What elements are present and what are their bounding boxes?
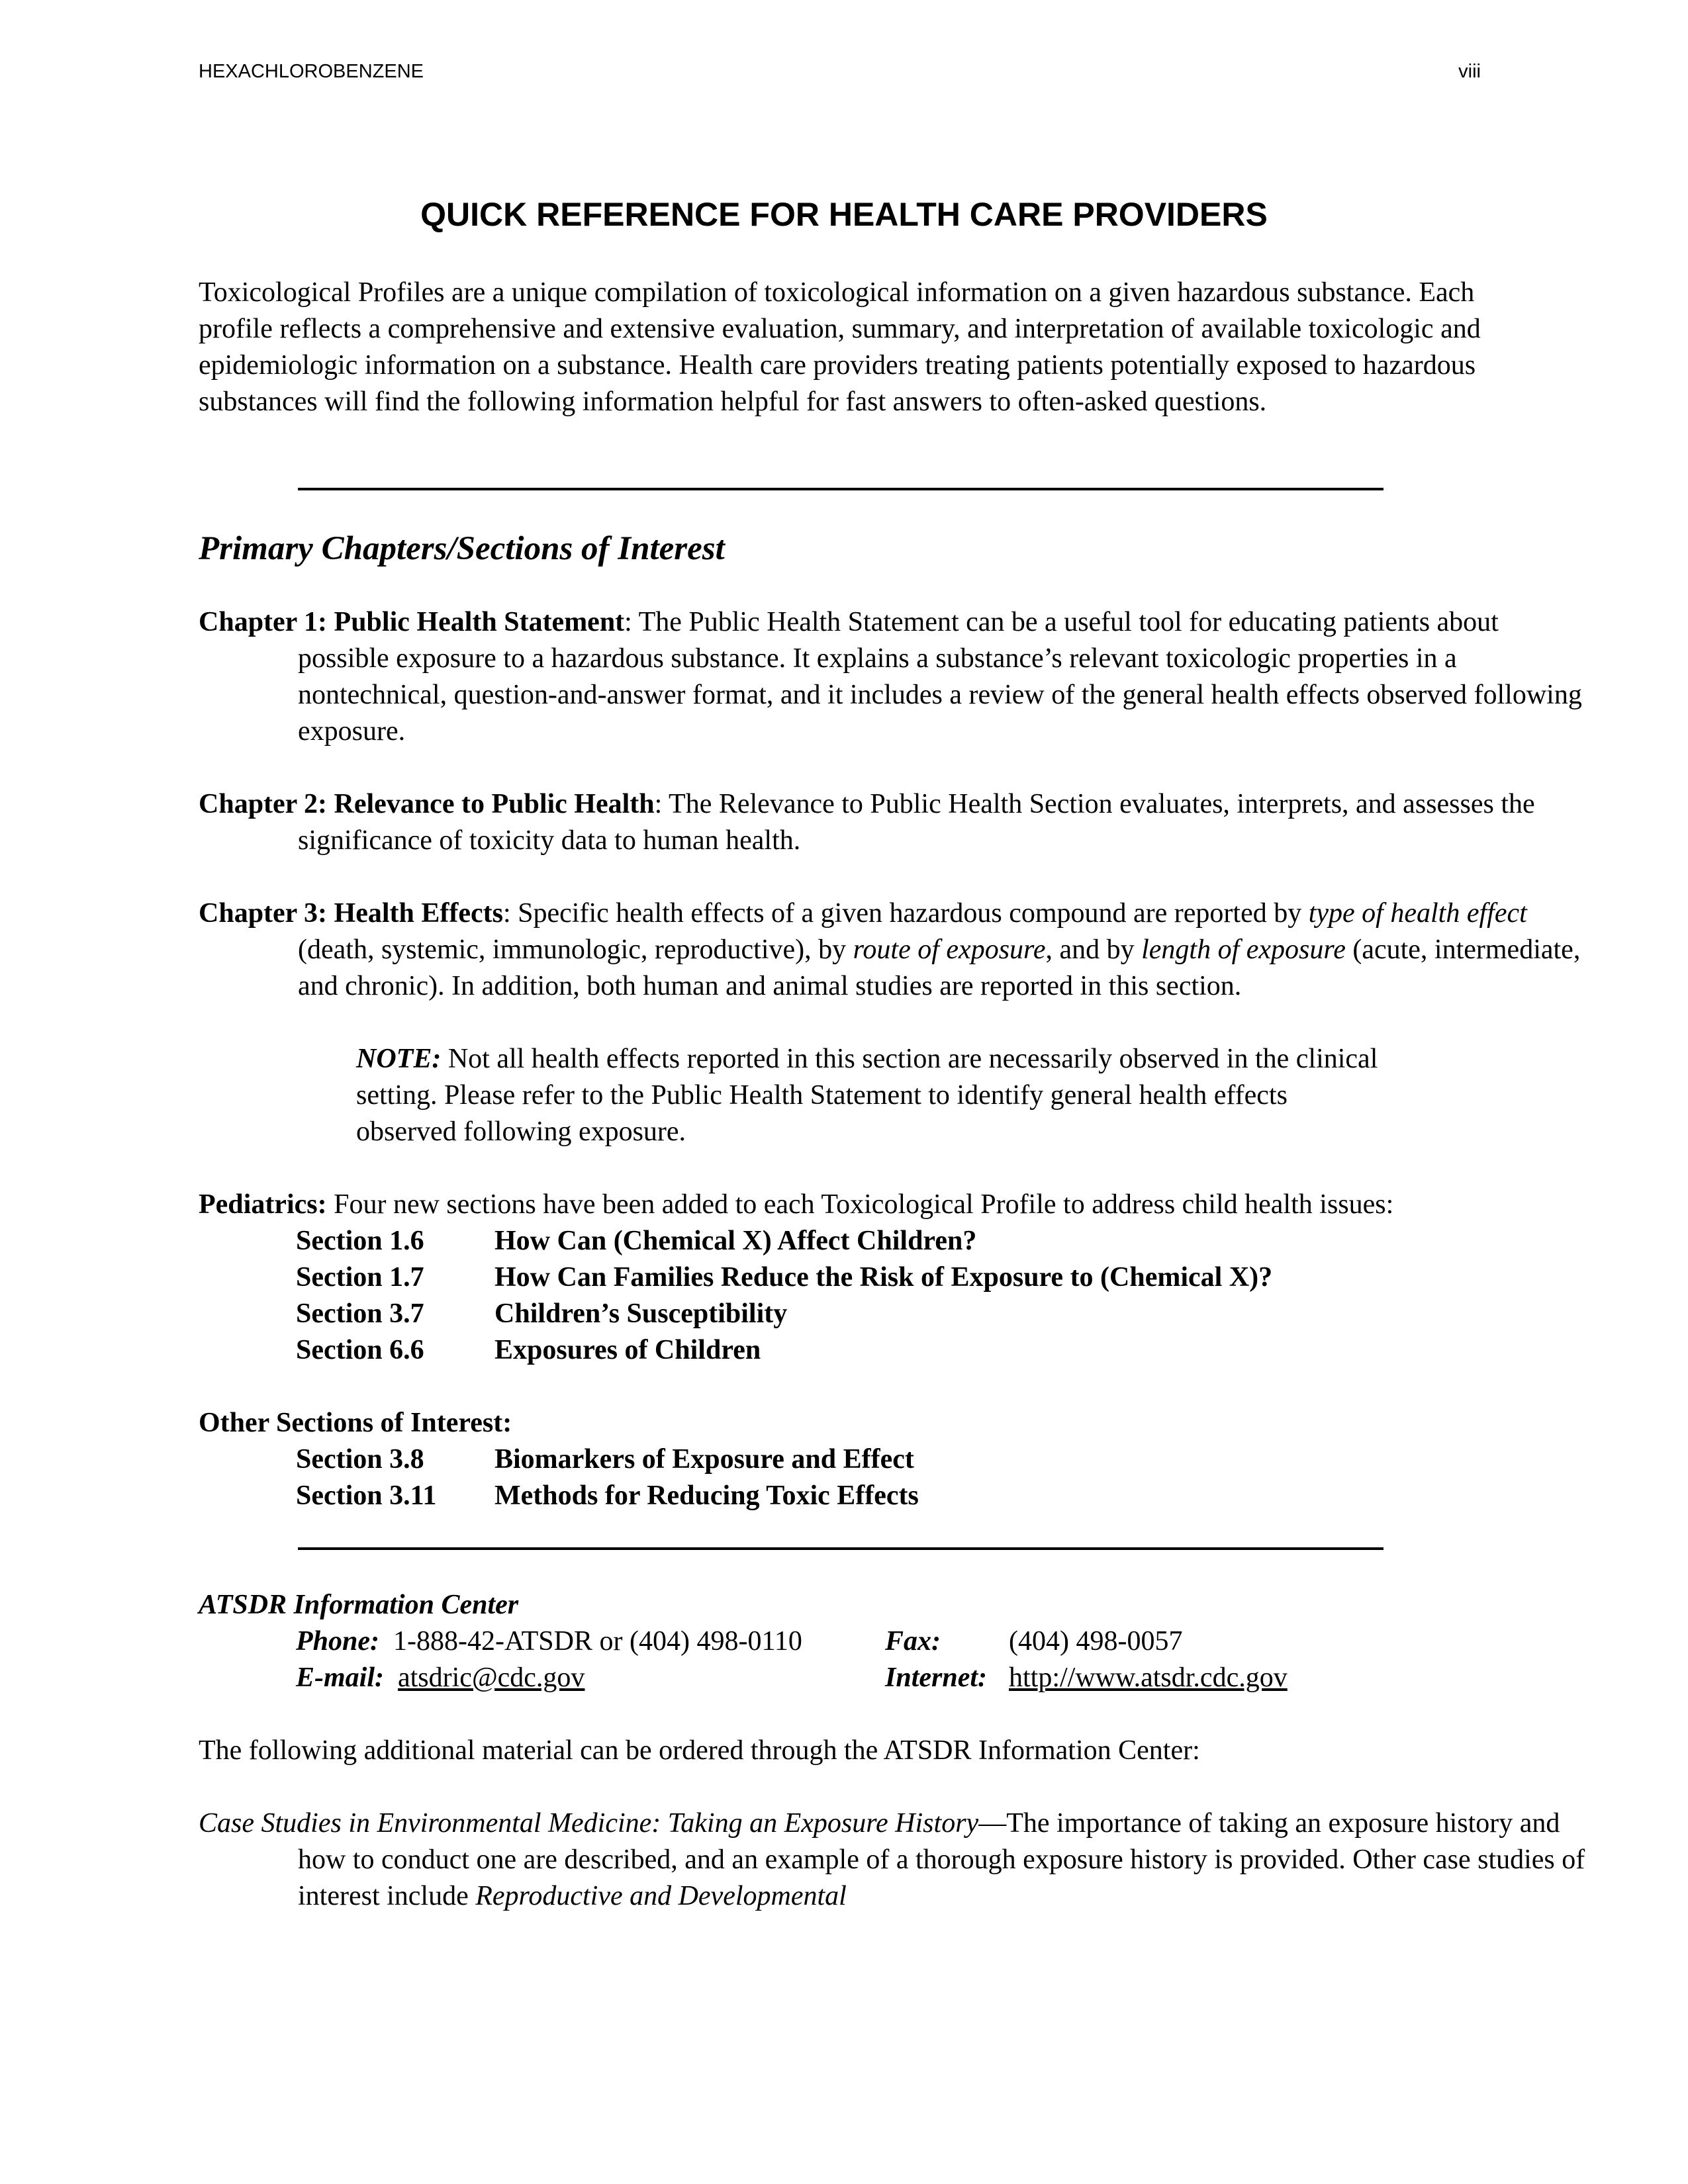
divider-top: [298, 488, 1383, 490]
pediatrics-label: Pediatrics:: [199, 1189, 327, 1220]
phone-row: [296, 1623, 802, 1660]
internet-label: Internet:: [885, 1662, 988, 1693]
chapter2-label: Chapter 2: Relevance to Public Health: [199, 789, 655, 819]
primary-sections-heading: Primary Chapters/Sections of Interest: [199, 530, 725, 567]
chapter3-italic-b: route of exposure: [853, 934, 1046, 965]
section-title: Methods for Reducing Toxic Effects: [494, 1480, 919, 1511]
chapter3-text-c: , and by: [1045, 934, 1142, 965]
section-number: Section 1.7: [296, 1262, 424, 1293]
internet-link[interactable]: http://www.atsdr.cdc.gov: [1009, 1662, 1288, 1693]
running-header-title: HEXACHLOROBENZENE: [199, 61, 424, 82]
pediatrics-section-row: [296, 1332, 761, 1369]
chapter1-paragraph: [199, 604, 1589, 750]
section-number: Section 3.11: [296, 1480, 437, 1511]
section-number: Section 3.8: [296, 1444, 424, 1475]
chapter3-paragraph: [199, 895, 1589, 1005]
section-title: Children’s Susceptibility: [494, 1298, 788, 1329]
section-number: Section 6.6: [296, 1335, 424, 1365]
email-label: E-mail:: [296, 1662, 384, 1693]
chapter2-text: : The Relevance to Public Health Section evaluates, interprets, and assesses the significance of toxicity data to human health.: [298, 789, 1535, 856]
chapter1-label: Chapter 1: Public Health Statement: [199, 607, 625, 637]
chapter3-note: [356, 1041, 1389, 1150]
fax-label: Fax:: [885, 1626, 941, 1657]
case-studies-italic-b: Reproductive and Developmental: [475, 1881, 847, 1911]
note-text: Not all health effects reported in this section are necessarily observed in the clinical setting. Please refer to the Public Health Statement to identify general health effects observed following exposure.: [356, 1044, 1378, 1147]
intro-paragraph: Toxicological Profiles are a unique compilation of toxicological information on a given hazardous substance. Each profile reflects a comprehensive and extensive evaluation, summary, and interpretation of available toxicologic and epidemiologic information on a substance. Health care providers treating patients potentially exposed to hazardous substances will find the following information helpful for fast answers to often-asked questions.: [199, 277, 1481, 417]
page-number: viii: [1458, 61, 1481, 82]
section-title: How Can Families Reduce the Risk of Exposure to (Chemical X)?: [494, 1262, 1273, 1293]
note-label: NOTE:: [356, 1044, 442, 1074]
pediatrics-text: Four new sections have been added to each Toxicological Profile to address child health issues:: [326, 1189, 1394, 1220]
pediatrics-section-row: [296, 1259, 1272, 1296]
phone-label: Phone:: [296, 1626, 379, 1657]
page-title: QUICK REFERENCE FOR HEALTH CARE PROVIDERS: [420, 196, 1268, 233]
section-number: Section 1.6: [296, 1226, 424, 1256]
section-title: Biomarkers of Exposure and Effect: [494, 1444, 914, 1475]
chapter3-italic-c: length of exposure: [1141, 934, 1346, 965]
internet-row: [885, 1660, 1288, 1696]
fax-row: [885, 1623, 1182, 1660]
chapter3-label: Chapter 3: Health Effects: [199, 898, 503, 929]
other-sections-heading: Other Sections of Interest:: [199, 1408, 512, 1438]
section-title: Exposures of Children: [494, 1335, 761, 1365]
other-section-row: [296, 1478, 919, 1514]
case-studies-text: —The importance of taking an exposure history and how to conduct one are described, and an example of a thorough exposure history is provided. Other case studies of interest include: [298, 1808, 1585, 1911]
case-studies-title: Case Studies in Environmental Medicine: Taking an Exposure History: [199, 1808, 979, 1839]
chapter3-text-d: (acute, intermediate, and chronic). In addition, both human and animal studies are reported in this section.: [298, 934, 1581, 1001]
chapter3-text-a: : Specific health effects of a given hazardous compound are reported by: [502, 898, 1309, 929]
case-studies-paragraph: [199, 1805, 1589, 1915]
chapter3-text-b: (death, systemic, immunologic, reproductive), by: [298, 934, 853, 965]
chapter1-text: : The Public Health Statement can be a useful tool for educating patients about possible exposure to a hazardous substance. It explains a substance’s relevant toxicologic properties in a nontechnical, question-and-answer format, and it includes a review of the general health effects observed following exposure.: [298, 607, 1582, 747]
other-section-row: [296, 1441, 914, 1478]
divider-bottom: [298, 1547, 1383, 1550]
email-row: [296, 1660, 585, 1696]
pediatrics-section-row: [296, 1223, 976, 1259]
section-number: Section 3.7: [296, 1298, 424, 1329]
fax-value: (404) 498-0057: [1009, 1626, 1183, 1657]
phone-value: 1-888-42-ATSDR or (404) 498-0110: [393, 1626, 802, 1657]
pediatrics-section-row: [296, 1296, 787, 1332]
chapter3-italic-a: type of health effect: [1308, 898, 1527, 929]
chapter2-paragraph: [199, 786, 1589, 859]
pediatrics-paragraph: [199, 1187, 1489, 1223]
additional-material-text: The following additional material can be ordered through the ATSDR Information Center:: [199, 1735, 1200, 1766]
atsdr-heading: ATSDR Information Center: [199, 1590, 519, 1620]
section-title: How Can (Chemical X) Affect Children?: [494, 1226, 977, 1256]
email-link[interactable]: atsdric@cdc.gov: [398, 1662, 585, 1693]
